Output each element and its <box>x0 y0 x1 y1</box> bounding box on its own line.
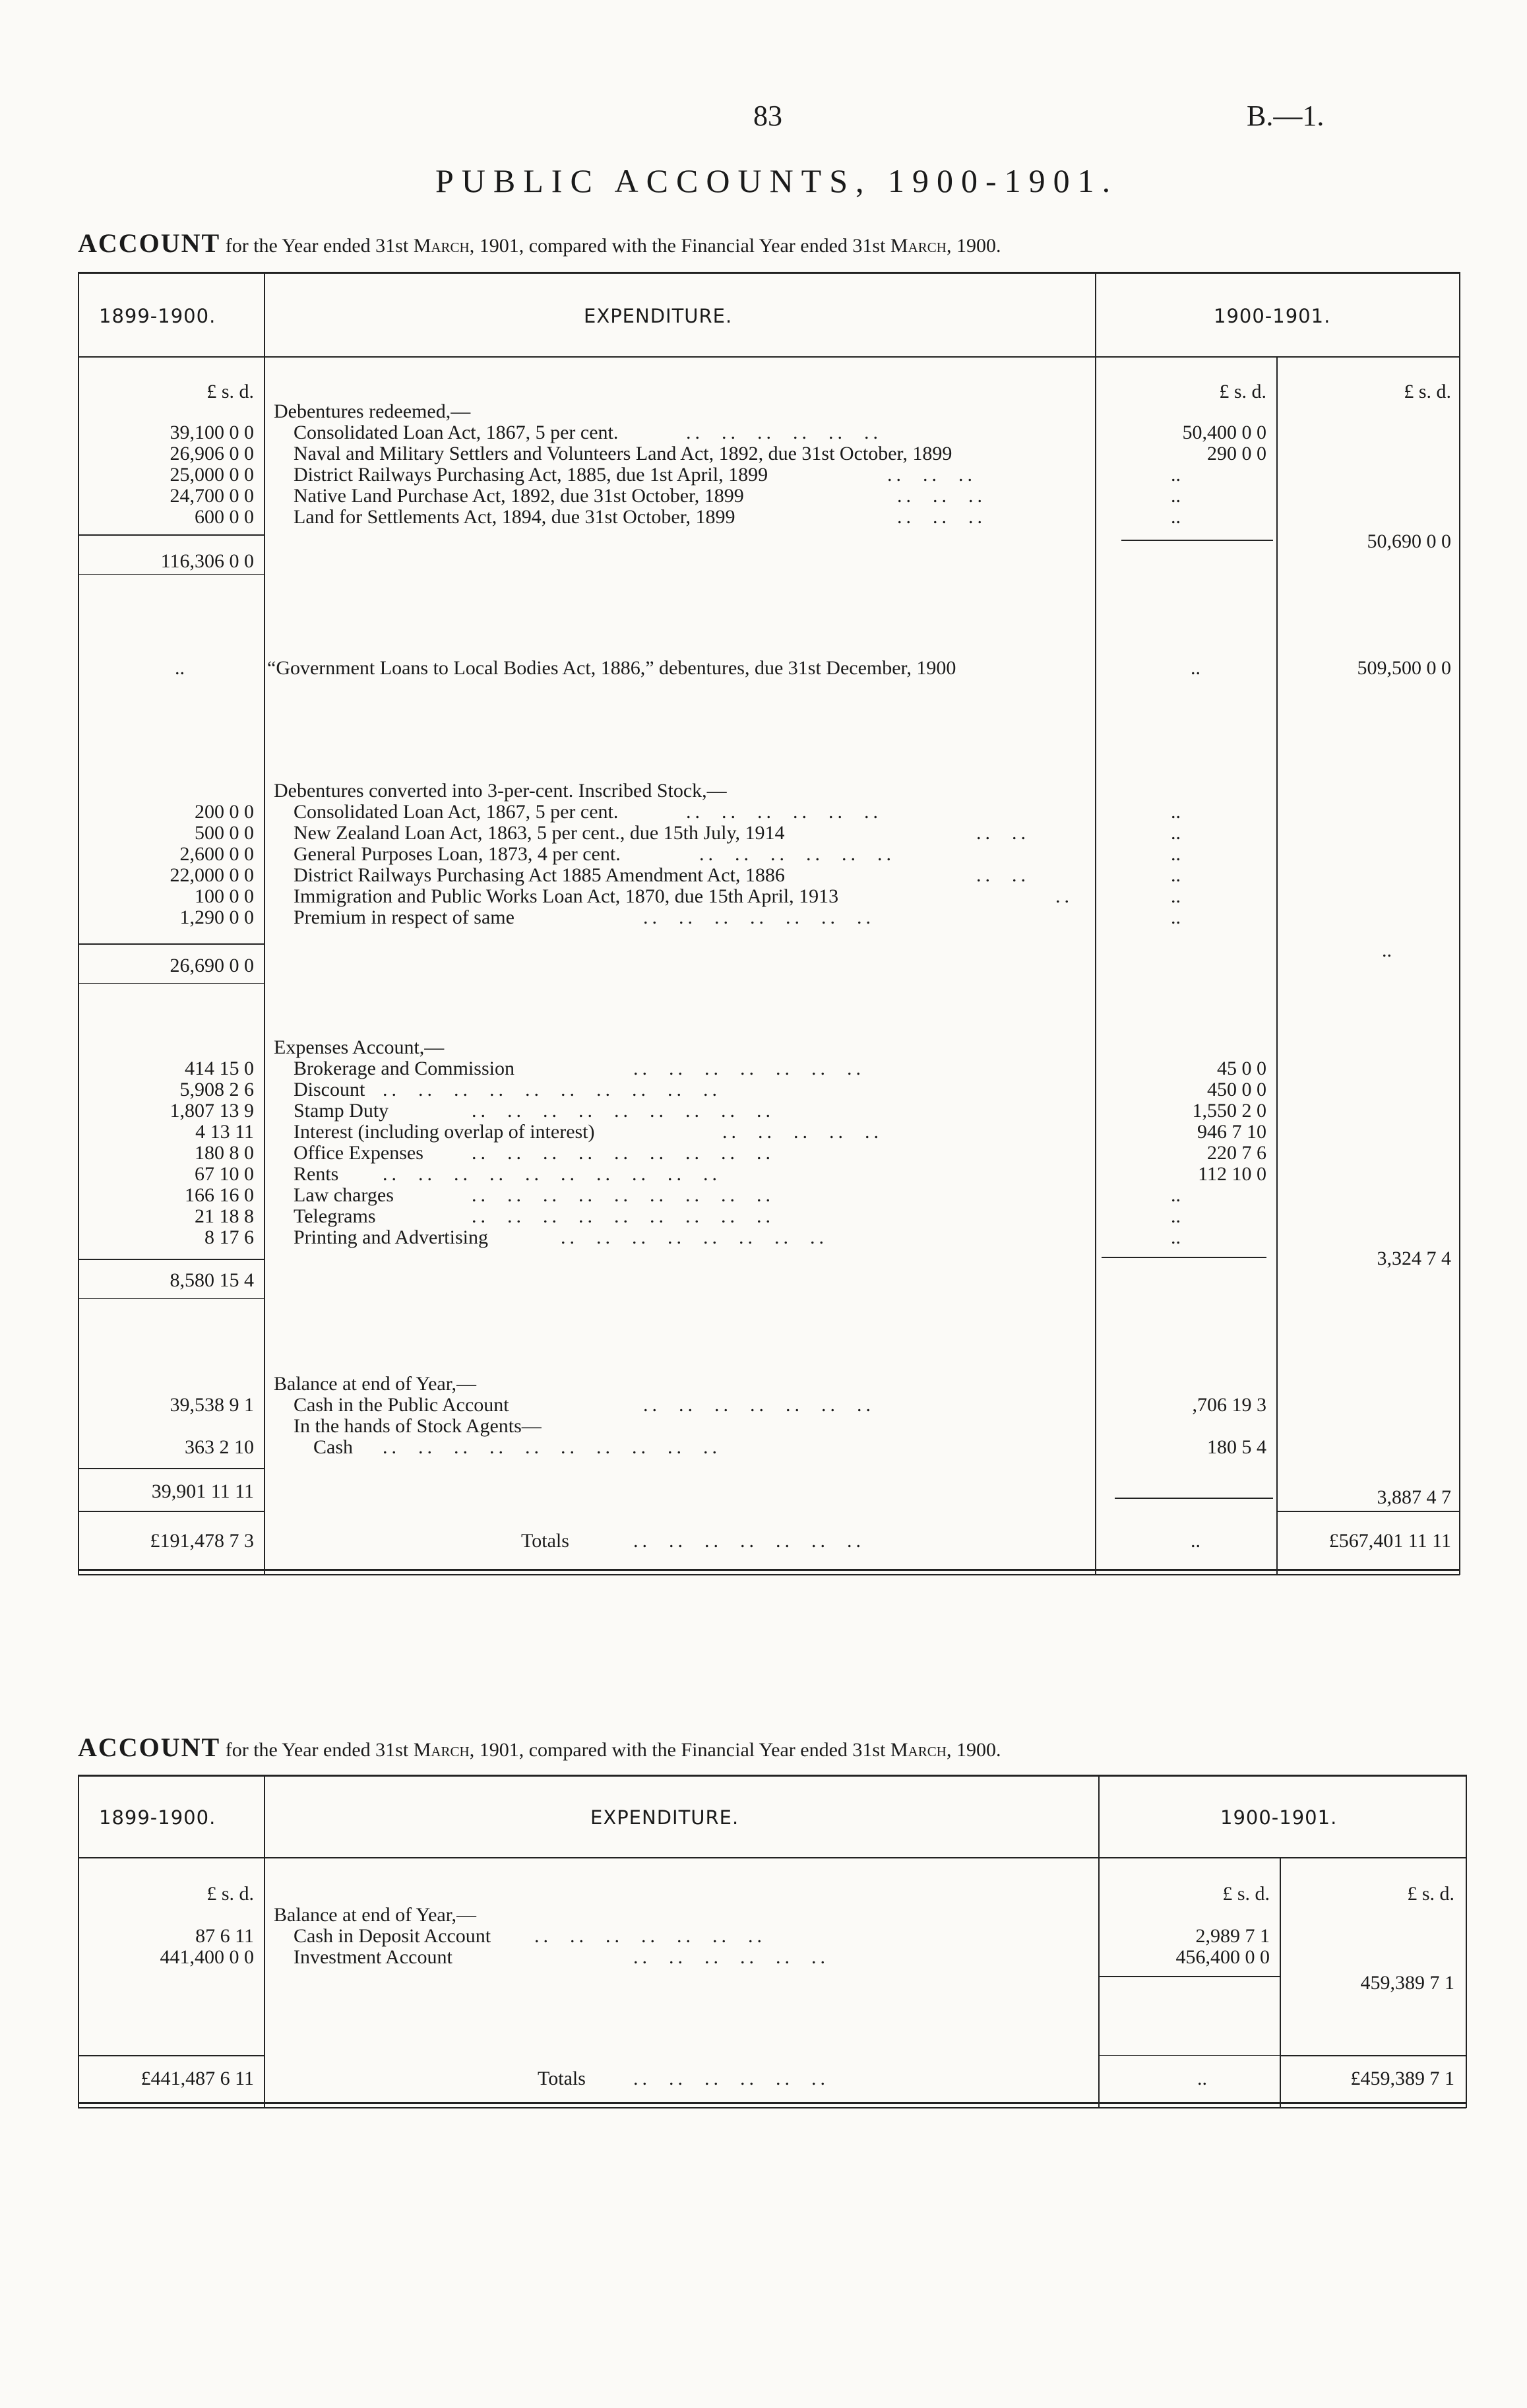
balance-row2-desc-a: In the hands of Stock Agents— <box>294 1415 542 1437</box>
table-row-desc: Consolidated Loan Act, 1867, 5 per cent. <box>294 801 619 823</box>
balance-row2-cur: 180 5 4 <box>1207 1436 1266 1458</box>
caption-lead: ACCOUNT <box>78 1732 221 1762</box>
table-row-cur: 456,400 0 0 <box>1175 1946 1270 1968</box>
table1-bottom-rule-2 <box>78 1574 1460 1575</box>
table-row-prev: 414 15 0 <box>185 1058 254 1079</box>
leader-dots: .. .. .. .. .. .. <box>686 801 882 823</box>
table1-left-rule <box>78 272 79 1575</box>
caption-text-a: for the Year ended 31st <box>225 235 409 257</box>
totals-rule-prev <box>79 2055 264 2056</box>
leader-dots: .. .. .. .. .. .. <box>633 1946 829 1968</box>
table-row-prev: 500 0 0 <box>195 822 254 844</box>
grand-total-mid: .. <box>1197 2068 1207 2089</box>
table-row-desc: District Railways Purchasing Act, 1885, due 1st April, 1899 <box>294 464 768 486</box>
leader-dots: .. .. .. <box>897 506 986 528</box>
caption-lead: ACCOUNT <box>78 228 221 258</box>
table-row-cur: 946 7 10 <box>1197 1121 1266 1143</box>
balance-row1-desc: Cash in the Public Account <box>294 1394 509 1416</box>
table2-col-cur: 1900-1901. <box>1220 1806 1338 1829</box>
unit-header-cur-inner: £ s. d. <box>1219 381 1266 402</box>
table1-right-rule <box>1459 272 1460 1575</box>
unit-header-cur-outer: £ s. d. <box>1404 381 1451 402</box>
table-row-cur: .. <box>1171 864 1181 886</box>
table1-col-divider-2 <box>1095 272 1096 1575</box>
caption-text-a: for the Year ended 31st <box>225 1739 409 1761</box>
local-bodies-total: 509,500 0 0 <box>1357 657 1451 679</box>
table-row-desc: Rents <box>294 1163 339 1185</box>
subtotal-rule-cur <box>1100 1976 1280 1977</box>
table-row-prev: 24,700 0 0 <box>170 485 254 507</box>
table-row-prev: 87 6 11 <box>195 1925 254 1947</box>
subtotal-cur: .. <box>1382 939 1392 961</box>
table-row-prev: 100 0 0 <box>195 885 254 907</box>
balance-heading: Balance at end of Year,— <box>274 1904 477 1926</box>
table-row-prev: 166 16 0 <box>185 1184 254 1206</box>
table1-col-cur: 1900-1901. <box>1214 305 1331 327</box>
subtotal-rule-prev <box>79 1468 264 1469</box>
table-row-prev: 25,000 0 0 <box>170 464 254 486</box>
table1-col-divider-3 <box>1276 356 1278 1575</box>
unit-header-cur-inner: £ s. d. <box>1222 1883 1270 1905</box>
caption-text-b: , 1901, compared with the Financial Year ended 31st <box>469 1739 886 1761</box>
leader-dots: .. .. .. .. .. .. .. <box>643 1394 875 1416</box>
table-row-desc: Stamp Duty <box>294 1100 389 1122</box>
table-row-cur: .. <box>1171 485 1181 507</box>
table2-top-rule <box>78 1775 1466 1777</box>
balance-row1-prev: 39,538 9 1 <box>170 1394 254 1416</box>
document-reference: B.—1. <box>1247 100 1324 132</box>
table2-col-divider-2 <box>1098 1775 1100 2108</box>
totals-rule-cur <box>1278 1511 1459 1512</box>
table2-header-rule <box>78 1857 1466 1858</box>
table-row-desc: New Zealand Loan Act, 1863, 5 per cent., due 15th July, 1914 <box>294 822 785 844</box>
table-row-prev: 67 10 0 <box>195 1163 254 1185</box>
table-row-cur: .. <box>1171 885 1181 907</box>
table2-col-prev: 1899-1900. <box>99 1806 216 1829</box>
unit-header-prev: £ s. d. <box>206 381 254 402</box>
leader-dots: .. .. .. .. .. .. .. <box>643 906 875 928</box>
table2-bottom-rule-1 <box>78 2102 1466 2104</box>
table-row-cur: 290 0 0 <box>1207 443 1266 464</box>
table-row-cur: 2,989 7 1 <box>1195 1925 1270 1947</box>
balance-row2-prev: 363 2 10 <box>185 1436 254 1458</box>
subtotal-cur: 50,690 0 0 <box>1367 530 1451 552</box>
caption-text-end: , 1900. <box>946 235 1001 257</box>
table-row-cur: .. <box>1171 1184 1181 1206</box>
subtotal-prev: 8,580 15 4 <box>170 1269 254 1291</box>
table-row-desc: District Railways Purchasing Act 1885 Amendment Act, 1886 <box>294 864 785 886</box>
totals-rule-cur <box>1281 2055 1466 2056</box>
table2-col-expenditure: EXPENDITURE. <box>590 1806 739 1829</box>
totals-rule-prev <box>79 1511 264 1512</box>
leader-dots: .. .. .. .. .. .. .. <box>534 1925 766 1947</box>
table-row-cur: .. <box>1171 822 1181 844</box>
leader-dots: .. .. <box>976 864 1030 886</box>
table-row-prev: 4 13 11 <box>195 1121 254 1143</box>
table-row-desc: Premium in respect of same <box>294 906 514 928</box>
table-row-desc: Brokerage and Commission <box>294 1058 514 1079</box>
table-row-prev: 600 0 0 <box>195 506 254 528</box>
leader-dots: .. .. .. .. .. .. .. <box>633 1058 865 1079</box>
table-row-prev: 39,100 0 0 <box>170 422 254 443</box>
subtotal-rule-prev <box>79 943 264 945</box>
table-row-desc: Law charges <box>294 1184 394 1206</box>
table2-right-rule <box>1466 1775 1467 2108</box>
table-row-cur: 50,400 0 0 <box>1182 422 1266 443</box>
table-row-prev: 22,000 0 0 <box>170 864 254 886</box>
leader-dots: .. .. .. .. .. .. .. <box>633 1530 865 1552</box>
caption-month-b: March <box>890 1739 947 1761</box>
subtotal-prev: 116,306 0 0 <box>160 550 254 572</box>
leader-dots: .. .. .. .. .. .. <box>699 843 895 865</box>
table1-top-rule <box>78 272 1460 274</box>
table-row-desc: General Purposes Loan, 1873, 4 per cent. <box>294 843 621 865</box>
table-row-prev: 21 18 8 <box>195 1205 254 1227</box>
leader-dots: .. .. .. .. .. .. .. .. .. <box>472 1142 774 1164</box>
subtotal-cur: 459,389 7 1 <box>1360 1972 1454 1994</box>
table-row-desc: Discount <box>294 1079 365 1100</box>
table-row-cur: .. <box>1171 906 1181 928</box>
table-row-prev: 1,807 13 9 <box>170 1100 254 1122</box>
table-row-cur: .. <box>1171 464 1181 486</box>
page-title: PUBLIC ACCOUNTS, 1900-1901. <box>435 162 1119 199</box>
leader-dots: .. .. .. .. .. .. .. .. .. .. <box>383 1436 721 1458</box>
subtotal-rule-cur <box>1102 1257 1266 1258</box>
balance-row2-desc-b: Cash <box>313 1436 353 1458</box>
local-bodies-prev: .. <box>175 657 185 679</box>
local-bodies-cur: .. <box>1191 657 1200 679</box>
table-row-prev: 180 8 0 <box>195 1142 254 1164</box>
table-row-prev: 8 17 6 <box>204 1226 254 1248</box>
subtotal-prev: 26,690 0 0 <box>170 955 254 976</box>
grand-total-cur: £567,401 11 11 <box>1328 1530 1451 1552</box>
table-row-cur: .. <box>1171 1205 1181 1227</box>
balance-row1-cur: ,706 19 3 <box>1192 1394 1266 1416</box>
caption-month-b: March <box>890 235 947 257</box>
grand-total-prev: £441,487 6 11 <box>140 2068 254 2089</box>
debentures-redeemed-heading: Debentures redeemed,— <box>274 400 471 422</box>
grand-total-mid: .. <box>1191 1530 1200 1552</box>
table1-bottom-rule-1 <box>78 1569 1460 1571</box>
grand-total-cur: £459,389 7 1 <box>1350 2068 1454 2089</box>
table-row-cur: 450 0 0 <box>1207 1079 1266 1100</box>
totals-label: Totals <box>521 1530 569 1552</box>
leader-dots: .. .. .. .. .. .. .. .. .. <box>472 1100 774 1122</box>
caption-text-end: , 1900. <box>946 1739 1001 1761</box>
leader-dots: .. .. .. .. .. <box>722 1121 883 1143</box>
table-row-desc: Office Expenses <box>294 1142 423 1164</box>
table-row-cur: 112 10 0 <box>1198 1163 1266 1185</box>
leader-dots: .. .. <box>976 822 1030 844</box>
leader-dots: .. .. .. .. .. .. <box>686 422 882 443</box>
leader-dots: .. .. .. .. .. .. .. .. .. .. <box>383 1079 721 1100</box>
table-row-desc: Naval and Military Settlers and Volunteers Land Act, 1892, due 31st October, 1899 <box>294 443 952 464</box>
leader-dots: .. .. .. <box>887 464 976 486</box>
table1-caption <box>78 228 1001 259</box>
subtotal-cur: 3,887 4 7 <box>1377 1486 1451 1508</box>
table-row-desc: Cash in Deposit Account <box>294 1925 491 1947</box>
table1-header-rule <box>78 356 1460 358</box>
table1-col-divider-1 <box>264 272 265 1575</box>
table-row-prev: 5,908 2 6 <box>179 1079 254 1100</box>
table-row-desc: Printing and Advertising <box>294 1226 488 1248</box>
table-row-cur: .. <box>1171 843 1181 865</box>
leader-dots: .. .. .. .. .. .. .. .. .. <box>472 1205 774 1227</box>
leader-dots: .. <box>1055 885 1073 907</box>
section-rule <box>79 574 264 575</box>
table1-col-prev: 1899-1900. <box>99 305 216 327</box>
leader-dots: .. .. .. .. .. .. .. .. .. .. <box>383 1163 721 1185</box>
table-row-prev: 2,600 0 0 <box>179 843 254 865</box>
table-row-desc: Investment Account <box>294 1946 452 1968</box>
leader-dots: .. .. .. <box>897 485 986 507</box>
expenses-heading: Expenses Account,— <box>274 1036 445 1058</box>
table-row-prev: 26,906 0 0 <box>170 443 254 464</box>
table-row-desc: Immigration and Public Works Loan Act, 1870, due 15th April, 1913 <box>294 885 839 907</box>
table2-bottom-rule-2 <box>78 2107 1466 2108</box>
totals-label: Totals <box>538 2068 586 2089</box>
table-row-desc: Consolidated Loan Act, 1867, 5 per cent. <box>294 422 619 443</box>
subtotal-cur: 3,324 7 4 <box>1377 1248 1451 1269</box>
page-number: 83 <box>753 100 782 132</box>
table-row-cur: 45 0 0 <box>1217 1058 1266 1079</box>
subtotal-rule-prev <box>79 1259 264 1260</box>
leader-dots: .. .. .. .. .. .. .. .. <box>561 1226 828 1248</box>
local-bodies-desc: “Government Loans to Local Bodies Act, 1886,” debentures, due 31st December, 1900 <box>267 657 956 679</box>
section-rule <box>79 1298 264 1299</box>
table-row-prev: 1,290 0 0 <box>179 906 254 928</box>
caption-month-a: March <box>413 1739 470 1761</box>
subtotal-prev: 39,901 11 11 <box>151 1480 254 1502</box>
leader-dots: .. .. .. .. .. .. .. .. .. <box>472 1184 774 1206</box>
subtotal-rule-cur <box>1121 540 1273 541</box>
table-row-desc: Land for Settlements Act, 1894, due 31st October, 1899 <box>294 506 735 528</box>
caption-text-b: , 1901, compared with the Financial Year ended 31st <box>469 235 886 257</box>
totals-rule-mid <box>1100 2055 1280 2056</box>
table-row-cur: .. <box>1171 1226 1181 1248</box>
table2-left-rule <box>78 1775 79 2108</box>
table-row-desc: Native Land Purchase Act, 1892, due 31st October, 1899 <box>294 485 744 507</box>
table-row-desc: Telegrams <box>294 1205 376 1227</box>
table-row-cur: 220 7 6 <box>1207 1142 1266 1164</box>
unit-header-prev: £ s. d. <box>206 1883 254 1905</box>
subtotal-rule-cur <box>1115 1498 1273 1499</box>
section-rule <box>79 983 264 984</box>
unit-header-cur-outer: £ s. d. <box>1407 1883 1454 1905</box>
table-row-cur: .. <box>1171 801 1181 823</box>
balance-heading: Balance at end of Year,— <box>274 1373 477 1395</box>
grand-total-prev: £191,478 7 3 <box>150 1530 254 1552</box>
table1-col-expenditure: EXPENDITURE. <box>584 305 733 327</box>
caption-month-a: March <box>413 235 470 257</box>
table-row-prev: 200 0 0 <box>195 801 254 823</box>
table-row-cur: 1,550 2 0 <box>1192 1100 1266 1122</box>
table-row-prev: 441,400 0 0 <box>160 1946 254 1968</box>
table2-caption <box>78 1732 1001 1763</box>
table2-col-divider-1 <box>264 1775 265 2108</box>
subtotal-rule-prev <box>79 534 264 536</box>
table-row-desc: Interest (including overlap of interest) <box>294 1121 595 1143</box>
leader-dots: .. .. .. .. .. .. <box>633 2068 829 2089</box>
table-row-cur: .. <box>1171 506 1181 528</box>
converted-heading: Debentures converted into 3-per-cent. Inscribed Stock,— <box>274 780 727 802</box>
